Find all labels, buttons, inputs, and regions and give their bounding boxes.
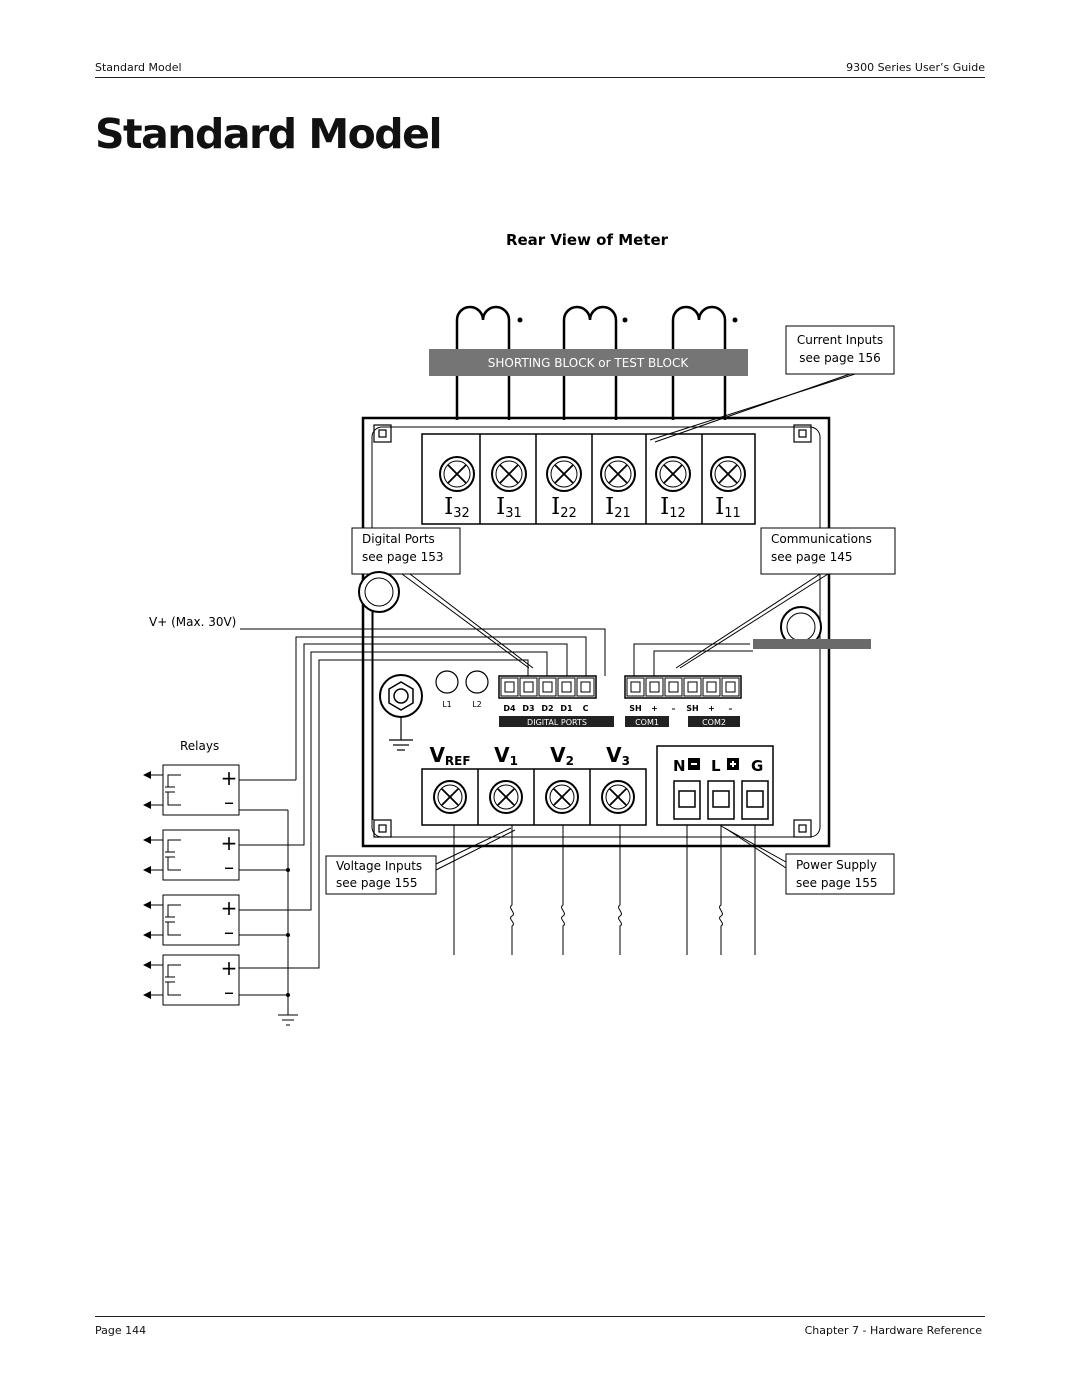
relay: [143, 830, 239, 880]
com-pin-label: –: [671, 704, 676, 713]
current-terminal-screw: [492, 457, 526, 491]
current-terminal-screw: [547, 457, 581, 491]
callout-lines-current: [650, 374, 855, 442]
com-pin-label: SH: [686, 704, 699, 713]
footer-rule: [95, 1316, 985, 1317]
callout-lines-lower: [436, 826, 786, 870]
port-pin: [665, 678, 682, 696]
polarity-dots: [518, 318, 738, 323]
current-terminal-letter: I: [660, 494, 670, 520]
voltage-terminal-letter: V: [494, 743, 510, 767]
current-terminal-index: 12: [669, 506, 686, 521]
voltage-terminal-screw: [434, 781, 466, 813]
port-pin: [646, 678, 663, 696]
voltage-terminal-label: [606, 743, 630, 768]
relay: [143, 765, 239, 815]
relay-ground-symbol: [278, 1015, 298, 1025]
relay-minus-sign: –: [224, 980, 234, 1004]
relay-plus-sign: +: [220, 896, 238, 920]
com-pin-label: +: [708, 704, 715, 713]
callout-digital-ports-page: see page 153: [362, 550, 444, 564]
current-terminal-label: [605, 494, 631, 521]
port-pin: [539, 678, 556, 696]
relay-minus-sign: –: [224, 790, 234, 814]
power-supply-block: [657, 746, 773, 825]
com1-label: COM1: [635, 718, 659, 727]
callout-power-supply-title: Power Supply: [796, 858, 877, 872]
callout-digital-ports: [352, 528, 460, 574]
current-terminal-screw: [656, 457, 690, 491]
com-pin-label: SH: [629, 704, 642, 713]
digital-pin-label: D2: [541, 704, 554, 713]
port-connectors: [499, 676, 741, 713]
meter-inner-outline: [372, 427, 820, 837]
page-title: Standard Model: [95, 110, 442, 158]
digital-port-wiring: [239, 612, 753, 1015]
port-pin: [684, 678, 701, 696]
voltage-terminal-index: 2: [565, 754, 574, 768]
current-terminal-index: 22: [560, 506, 577, 521]
com2-label: COM2: [702, 718, 726, 727]
port-pin: [627, 678, 644, 696]
voltage-terminal-index: 3: [621, 754, 630, 768]
voltage-terminal-screw: [546, 781, 578, 813]
relay-plus-sign: +: [220, 831, 238, 855]
power-terminal-l: L: [711, 757, 721, 775]
digital-pin-label: D1: [560, 704, 573, 713]
current-terminal-screw: [711, 457, 745, 491]
communications-cable: [753, 639, 871, 649]
voltage-terminal-letter: V: [429, 743, 445, 767]
relay-minus-sign: –: [224, 855, 234, 879]
current-terminal-block: [422, 434, 755, 524]
current-terminal-letter: I: [715, 494, 725, 520]
v-plus-label: V+ (Max. 30V): [149, 615, 237, 629]
led-l2-label: L2: [472, 700, 482, 709]
callout-current-inputs-title: Current Inputs: [796, 333, 884, 347]
digital-pin-label: C: [582, 704, 589, 713]
port-pin: [558, 678, 575, 696]
current-terminal-index: 11: [724, 506, 741, 521]
voltage-terminal-letter: V: [606, 743, 622, 767]
voltage-terminal-label: [550, 743, 574, 768]
relay-minus-sign: –: [224, 920, 234, 944]
current-terminal-label: [496, 494, 522, 521]
callout-lines-ports: [402, 574, 828, 668]
led-l1: [436, 671, 458, 693]
callout-communications-page: see page 145: [771, 550, 853, 564]
current-terminal-label: [444, 494, 470, 521]
callout-voltage-inputs-page: see page 155: [336, 876, 418, 890]
current-terminal-index: 32: [453, 506, 470, 521]
callout-current-inputs: [786, 326, 894, 374]
current-terminal-screw: [601, 457, 635, 491]
current-terminal-letter: I: [551, 494, 561, 520]
current-terminal-label: [715, 494, 741, 521]
current-terminal-letter: I: [605, 494, 615, 520]
relay: [143, 895, 239, 945]
power-terminal-n: N: [673, 757, 686, 775]
port-pin: [501, 678, 518, 696]
voltage-terminal-labels: [429, 743, 629, 768]
lead-wires: [454, 825, 755, 955]
com-pin-label: +: [651, 704, 658, 713]
current-terminal-label: [660, 494, 686, 521]
callout-power-supply: [786, 854, 894, 894]
led-l2: [466, 671, 488, 693]
voltage-terminal-label: [429, 743, 470, 768]
digital-pin-label: D3: [522, 704, 535, 713]
voltage-terminal-screw: [602, 781, 634, 813]
header-section-title: Standard Model: [95, 61, 182, 74]
port-pin: [577, 678, 594, 696]
callout-voltage-inputs-title: Voltage Inputs: [336, 859, 423, 873]
meter-outline: [363, 418, 829, 846]
relays-label: Relays: [180, 739, 220, 753]
reset-knob: [380, 675, 422, 717]
voltage-terminal-index: 1: [509, 754, 518, 768]
current-terminal-letter: I: [496, 494, 506, 520]
shorting-block-label: SHORTING BLOCK or TEST BLOCK: [487, 356, 689, 370]
digital-pin-label: D4: [503, 704, 516, 713]
voltage-terminal-screw: [490, 781, 522, 813]
callout-power-supply-page: see page 155: [796, 876, 878, 890]
voltage-terminal-letter: V: [550, 743, 566, 767]
digital-ports-label: DIGITAL PORTS: [527, 718, 587, 727]
footer-chapter: Chapter 7 - Hardware Reference: [804, 1324, 982, 1337]
header-guide-title: 9300 Series User’s Guide: [846, 61, 985, 74]
voltage-terminal-block: [422, 769, 646, 825]
relay-plus-sign: +: [220, 956, 238, 980]
current-terminal-index: 31: [505, 506, 522, 521]
current-terminal-index: 21: [614, 506, 631, 521]
callout-voltage-inputs: [326, 856, 436, 894]
relay: [143, 955, 239, 1005]
callout-communications-title: Communications: [771, 532, 872, 546]
voltage-terminal-index: REF: [444, 754, 471, 768]
power-terminal-g: G: [751, 757, 764, 775]
current-terminal-label: [551, 494, 577, 521]
com-pin-label: –: [728, 704, 733, 713]
current-terminal-screw: [440, 457, 474, 491]
port-pin: [722, 678, 739, 696]
callout-digital-ports-title: Digital Ports: [362, 532, 435, 546]
led-l1-label: L1: [442, 700, 452, 709]
voltage-terminal-label: [494, 743, 518, 768]
relay-plus-sign: +: [220, 766, 238, 790]
relay-group: [143, 765, 239, 1005]
diagram-heading: Rear View of Meter: [505, 231, 669, 249]
callout-current-inputs-page: see page 156: [799, 351, 881, 365]
callout-communications: [761, 528, 895, 574]
current-terminal-letter: I: [444, 494, 454, 520]
port-pin: [703, 678, 720, 696]
meter-ground-symbol: [389, 717, 413, 750]
port-pin: [520, 678, 537, 696]
footer-page-number: Page 144: [95, 1324, 147, 1337]
